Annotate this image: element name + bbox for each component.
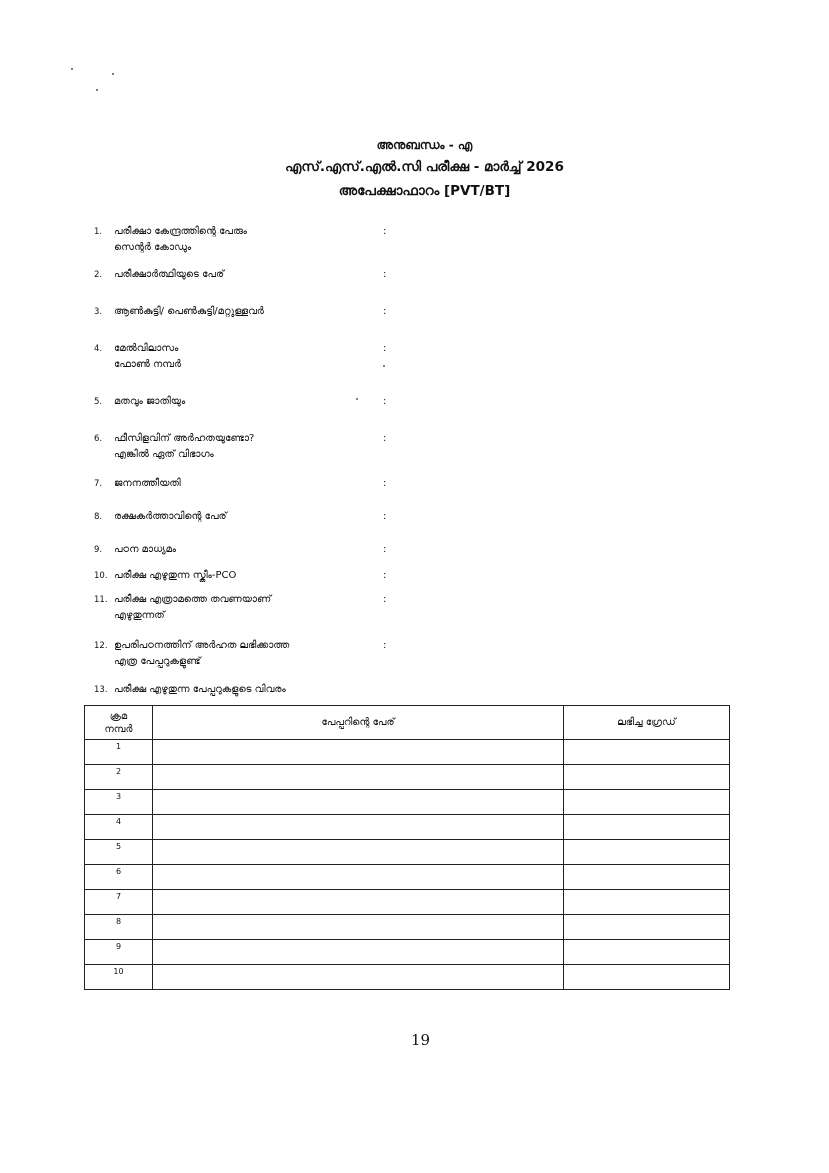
table-row — [85, 765, 730, 790]
table-row — [85, 815, 730, 840]
grade-cell[interactable] — [564, 840, 730, 865]
field-label: ഉപരിപഠനത്തിന് അർഹത ലഭിക്കാത്ത എത്ര പേപ്പറുകളുണ്ട് — [114, 640, 290, 667]
grade-cell[interactable] — [564, 865, 730, 890]
row-serial: 8 — [85, 915, 153, 940]
row-serial: 3 — [85, 790, 153, 815]
grade-cell[interactable] — [564, 965, 730, 990]
scan-speck — [383, 365, 385, 367]
field-colon: : — [383, 269, 387, 280]
paper-name-cell[interactable] — [153, 790, 564, 815]
paper-name-cell[interactable] — [153, 890, 564, 915]
paper-name-cell[interactable] — [153, 740, 564, 765]
field-label: രക്ഷകർത്താവിന്റെ പേര് — [114, 511, 227, 522]
table-row — [85, 940, 730, 965]
field-number: 1. — [94, 227, 103, 237]
field-label: മേൽവിലാസം ഫോൺ നമ്പർ — [114, 343, 181, 370]
grade-cell[interactable] — [564, 790, 730, 815]
table-row — [85, 965, 730, 990]
field-colon: : — [383, 478, 387, 489]
col-grade-obtained: ലഭിച്ച ഗ്രേഡ് — [564, 706, 730, 740]
paper-name-cell[interactable] — [153, 815, 564, 840]
paper-name-cell[interactable] — [153, 765, 564, 790]
col-paper-name: പേപ്പറിന്റെ പേര് — [153, 706, 564, 740]
table-row — [85, 915, 730, 940]
field-number: 2. — [94, 270, 103, 280]
table-row — [85, 890, 730, 915]
field-number: 6. — [94, 434, 103, 444]
paper-name-cell[interactable] — [153, 965, 564, 990]
field-colon: : — [383, 570, 387, 581]
field-label: ആൺകുട്ടി/ പെൺകുട്ടി/മറ്റുള്ളവർ — [114, 306, 264, 317]
table-row — [85, 790, 730, 815]
field-number: 4. — [94, 344, 103, 354]
col-serial-number: ക്രമ നമ്പർ — [85, 706, 153, 740]
field-number: 10. — [94, 571, 108, 581]
papers-table — [84, 705, 730, 990]
row-serial: 7 — [85, 890, 153, 915]
paper-name-cell[interactable] — [153, 940, 564, 965]
field-colon: : — [383, 544, 387, 555]
scan-speck — [112, 73, 114, 75]
field-label: പരീക്ഷാ കേന്ദ്രത്തിന്റെ പേരും സെന്റർ കോഡും — [114, 226, 247, 253]
field-colon: : — [383, 396, 387, 407]
field-label: ഫീസിളവിന് അർഹതയുണ്ടോ? എങ്കിൽ ഏത് വിഭാഗം — [114, 433, 255, 460]
field-colon: : — [383, 343, 387, 354]
table-row — [85, 740, 730, 765]
field-label: പരീക്ഷ എത്രാമത്തെ തവണയാണ് എഴുതുന്നത് — [114, 594, 272, 621]
grade-cell[interactable] — [564, 940, 730, 965]
field-number: 8. — [94, 512, 103, 522]
field-number: 9. — [94, 545, 103, 555]
section-label: പരീക്ഷ എഴുതുന്ന പേപ്പറുകളുടെ വിവരം — [114, 684, 286, 695]
field-number: 3. — [94, 307, 103, 317]
paper-name-cell[interactable] — [153, 915, 564, 940]
field-colon: : — [383, 226, 387, 237]
field-colon: : — [383, 594, 387, 605]
field-label: ജനനത്തീയതി — [114, 478, 181, 489]
field-label: പരീക്ഷാർത്ഥിയുടെ പേര് — [114, 269, 225, 280]
row-serial: 6 — [85, 865, 153, 890]
scan-speck — [356, 398, 358, 400]
grade-cell[interactable] — [564, 740, 730, 765]
field-colon: : — [383, 640, 387, 651]
field-colon: : — [383, 306, 387, 317]
paper-name-cell[interactable] — [153, 865, 564, 890]
field-number: 7. — [94, 479, 103, 489]
field-colon: : — [383, 433, 387, 444]
table-header-row — [85, 706, 730, 740]
grade-cell[interactable] — [564, 765, 730, 790]
scan-speck — [96, 89, 98, 91]
field-label: പഠന മാധ്യമം — [114, 544, 177, 555]
field-number: 5. — [94, 397, 103, 407]
field-colon: : — [383, 511, 387, 522]
scan-speck — [71, 68, 73, 70]
page-number: 19 — [410, 1031, 431, 1049]
grade-cell[interactable] — [564, 915, 730, 940]
grade-cell[interactable] — [564, 815, 730, 840]
exam-title: എസ്.എസ്.എൽ.സി പരീക്ഷ - മാർച്ച് 2026 — [285, 159, 564, 175]
field-label: മതവും ജാതിയും — [114, 396, 186, 407]
row-serial: 10 — [85, 965, 153, 990]
row-serial: 5 — [85, 840, 153, 865]
field-number: 11. — [94, 595, 108, 605]
annexure-heading: അനുബന്ധം - എ — [376, 138, 473, 152]
row-serial: 4 — [85, 815, 153, 840]
grade-cell[interactable] — [564, 890, 730, 915]
field-label: പരീക്ഷ എഴുതുന്ന സ്കീം-PCO — [114, 570, 237, 581]
section-number: 13. — [94, 685, 108, 695]
field-number: 12. — [94, 641, 108, 651]
table-row — [85, 865, 730, 890]
paper-name-cell[interactable] — [153, 840, 564, 865]
row-serial: 9 — [85, 940, 153, 965]
row-serial: 1 — [85, 740, 153, 765]
form-title: അപേക്ഷാഫാറം [PVT/BT] — [338, 183, 511, 199]
row-serial: 2 — [85, 765, 153, 790]
table-row — [85, 840, 730, 865]
